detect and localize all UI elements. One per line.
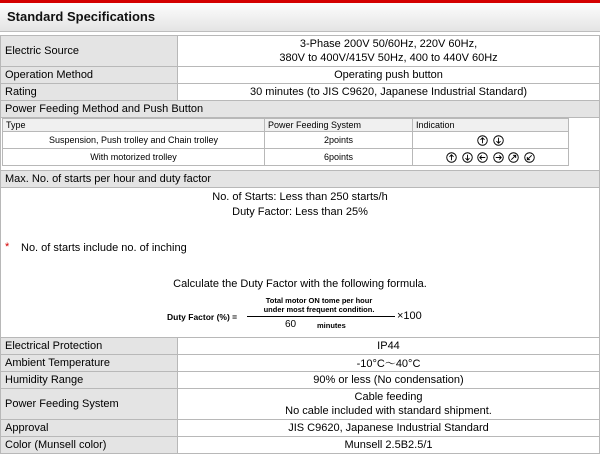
operation-method-value: Operating push button [178,67,600,84]
power-feeding-system-line2: No cable included with standard shipment. [285,405,492,417]
row-electrical-protection [1,338,600,355]
approval-label: Approval [1,420,178,437]
operation-method-label: Operation Method [1,67,178,84]
arrow-up-circle-icon [446,152,457,163]
formula-multiplier: ×100 [397,310,422,322]
formula-intro: Calculate the Duty Factor with the following formula. [173,278,427,290]
formula-lhs: Duty Factor (%) = [167,312,238,322]
humidity-range-label: Humidity Range [1,372,178,389]
fraction-bar [247,316,395,317]
rating-value: 30 minutes (to JIS C9620, Japanese Industrial Standard) [178,84,600,101]
note-mark: * [5,241,10,253]
formula-denominator-number: 60 [285,319,297,330]
table-row [3,149,569,166]
row-duty-header [1,171,600,188]
power-feeding-system-label: Power Feeding System [1,389,178,420]
row-electric-source [1,36,600,67]
arrow-down-circle-icon [493,135,504,146]
arrow-right-circle-icon [493,152,504,163]
electric-source-label: Electric Source [1,36,178,67]
color-label: Color (Munsell color) [1,437,178,454]
header-type: Type [3,119,265,132]
ambient-temperature-label: Ambient Temperature [1,355,178,372]
rating-label: Rating [1,84,178,101]
page-title: Standard Specifications [7,9,156,24]
approval-value: JIS C9620, Japanese Industrial Standard [178,420,600,437]
row-power-feeding-push-header [1,101,600,118]
row-power-feeding-push-table [1,118,600,171]
power-feeding-system-line1: Cable feeding [354,391,423,403]
ambient-temperature-value: -10°C～40°C [178,355,600,372]
row2-indication [413,149,569,166]
power-feeding-push-label: Power Feeding Method and Push Button [1,101,600,118]
arrow-down-left-circle-icon [524,152,535,163]
duty-factor-formula [167,296,435,336]
row-ambient-temperature [1,355,600,372]
humidity-range-value: 90% or less (No condensation) [178,372,600,389]
electric-source-line2: 380V to 400V/415V 50Hz, 400 to 440V 60Hz [279,52,498,64]
table-row [3,132,569,149]
row1-system: 2points [265,132,413,149]
row-humidity-range [1,372,600,389]
page-header [0,0,600,32]
electrical-protection-label: Electrical Protection [1,338,178,355]
row-color [1,437,600,454]
starts-text: No. of Starts: Less than 250 starts/h [212,191,388,203]
row-power-feeding-system [1,389,600,420]
header-system: Power Feeding System [265,119,413,132]
row-operation-method [1,67,600,84]
arrow-down-circle-icon [462,152,473,163]
formula-numerator [249,296,389,314]
electrical-protection-value: IP44 [178,338,600,355]
row-duty-block [1,188,600,338]
power-feeding-system-value [178,389,600,420]
power-feeding-push-block [1,118,600,171]
push-button-table [2,118,569,166]
arrow-up-circle-icon [477,135,488,146]
spec-table [0,35,600,454]
arrow-left-circle-icon [477,152,488,163]
color-value: Munsell 2.5B2.5/1 [178,437,600,454]
row-approval [1,420,600,437]
formula-numerator-line2: under most frequent condition. [263,305,375,314]
formula-denominator-unit: minutes [317,321,346,330]
arrow-up-right-circle-icon [508,152,519,163]
electric-source-line1: 3-Phase 200V 50/60Hz, 220V 60Hz, [299,38,478,50]
push-button-table-header [3,119,569,132]
note-text: No. of starts include no. of inching [21,242,187,254]
formula-numerator-line1: Total motor ON tome per hour [265,296,373,305]
duty-label: Max. No. of starts per hour and duty factor [1,171,600,188]
row2-type: With motorized trolley [3,149,265,166]
row2-system: 6points [265,149,413,166]
duty-block [1,188,600,338]
row-rating [1,84,600,101]
header-indication: Indication [413,119,569,132]
electric-source-value [178,36,600,67]
row1-indication [413,132,569,149]
row1-type: Suspension, Push trolley and Chain trolley [3,132,265,149]
duty-factor-text: Duty Factor: Less than 25% [232,206,368,218]
